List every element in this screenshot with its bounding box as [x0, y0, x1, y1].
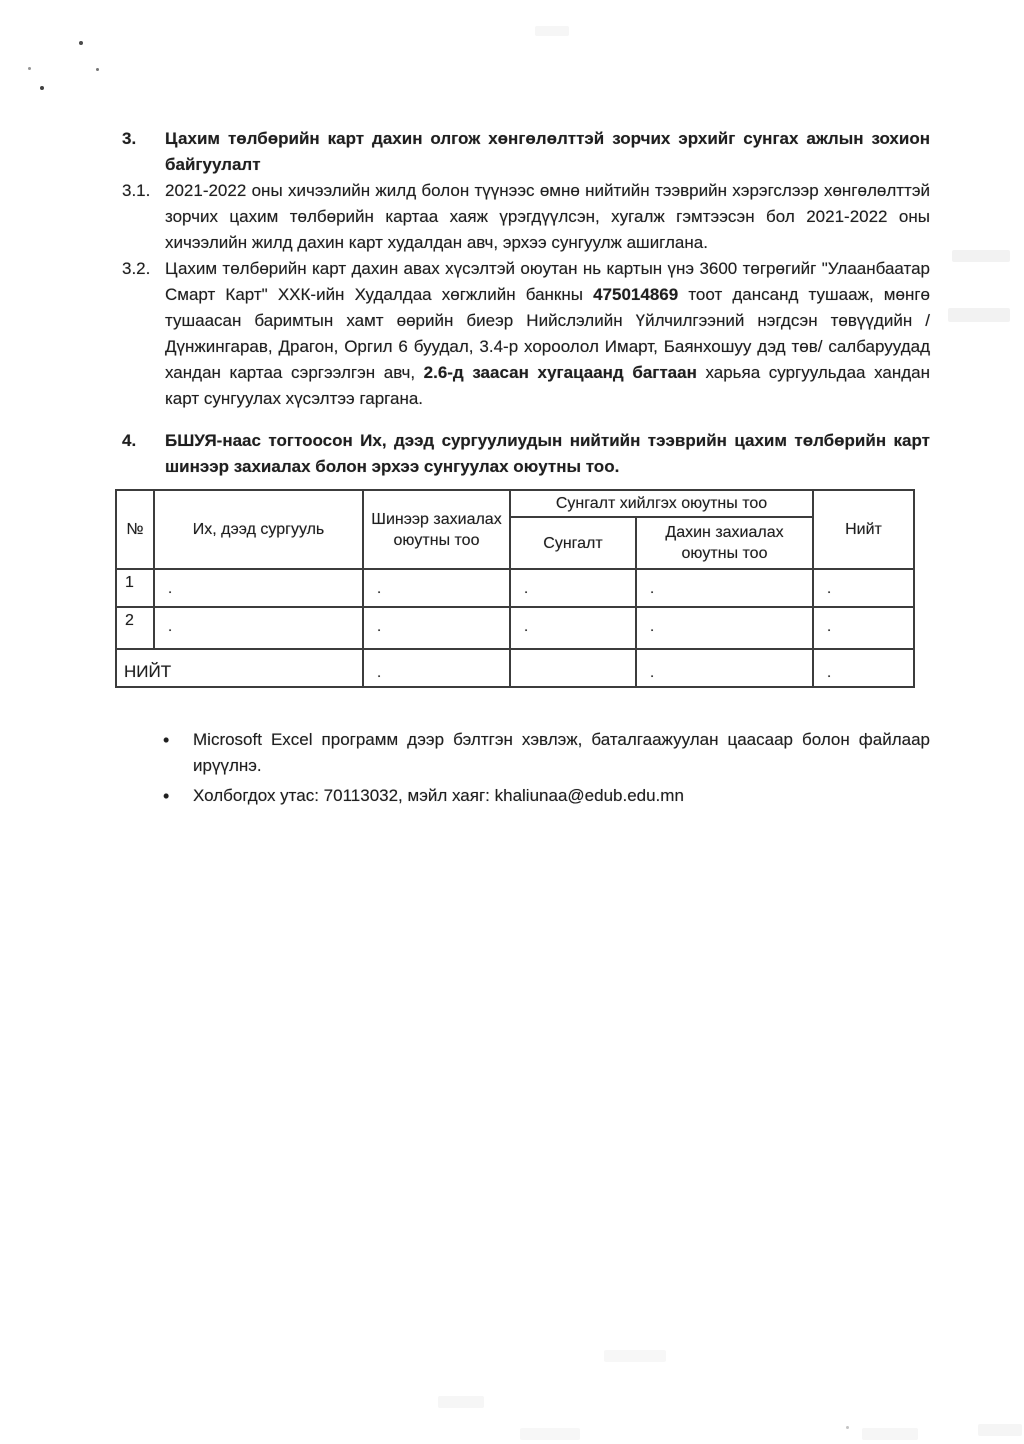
clause-3-2-part3: харьяа сургуульдаа хандан карт сунгуулах хүсэлтээ гаргана. [165, 363, 930, 408]
note-excel: • Microsoft Excel программ дээр бэлтгэн хэвлэж, баталгаажуулан цаасаар болон файлаар ирүүлнэ. [163, 727, 930, 779]
scan-smudge [948, 308, 1010, 322]
scan-smudge [952, 250, 1010, 262]
row-1-school: . [154, 569, 363, 607]
header-school: Их, дээд сургууль [154, 490, 363, 569]
clause-3-2-part1: Цахим төлбөрийн карт дахин авах хүсэлтэй оюутан нь картын үнэ 3600 төгрөгийг "Улаанбаатар Смарт Карт" ХХК-ийн Худалдаа хөгжлийн банкны [165, 259, 930, 304]
scan-smudge [438, 1396, 484, 1408]
row-1-total: . [813, 569, 914, 607]
row-2-extension: . [510, 607, 636, 649]
document-content [122, 126, 930, 813]
footer-total: . [813, 649, 914, 687]
scan-speck [79, 41, 83, 45]
table-header-group-row [116, 490, 914, 517]
row-1-new-order: . [363, 569, 510, 607]
notes-list [122, 727, 930, 809]
clause-3-2-text [165, 256, 930, 412]
scan-smudge [604, 1350, 666, 1362]
section-3-heading [122, 126, 930, 178]
scan-speck [96, 68, 99, 71]
scan-smudge [520, 1428, 580, 1440]
row-2-reorder: . [636, 607, 813, 649]
header-new-order: Шинээр захиалах оюутны тоо [363, 490, 510, 569]
footer-new-order: . [363, 649, 510, 687]
footer-reorder: . [636, 649, 813, 687]
clause-3-1-number: 3.1. [122, 181, 151, 200]
note-contact: • Холбогдох утас: 70113032, мэйл хаяг: khaliunaa@edub.edu.mn [163, 783, 930, 809]
table-row [116, 569, 914, 607]
section-3-title: Цахим төлбөрийн карт дахин олгож хөнгөлөлттэй зорчих эрхийг сунгах ажлын зохион байгуулалт [165, 129, 930, 174]
scan-speck [40, 86, 44, 90]
header-extension-group: Сунгалт хийлгэх оюутны тоо [510, 490, 813, 517]
clause-3-1 [122, 178, 930, 256]
section-4-heading [122, 428, 930, 480]
footer-label: НИЙТ [116, 649, 363, 687]
section-4-number: 4. [122, 431, 137, 450]
student-count-table [115, 489, 915, 688]
row-2-school: . [154, 607, 363, 649]
row-2-total: . [813, 607, 914, 649]
section-4-title: БШУЯ-наас тогтоосон Их, дээд сургуулиудын нийтийн тээврийн цахим төлбөрийн карт шинээр захиалах болон эрхээ сунгуулах оюутны тоо. [165, 431, 930, 476]
scan-smudge [535, 26, 569, 36]
header-no: № [116, 490, 154, 569]
footer-extension [510, 649, 636, 687]
row-1-no: 1 [116, 569, 154, 607]
account-number: 475014869 [593, 285, 679, 304]
scan-speck [846, 1426, 849, 1429]
row-1-extension: . [510, 569, 636, 607]
header-total: Нийт [813, 490, 914, 569]
scan-speck [28, 67, 31, 70]
section-3-number: 3. [122, 129, 137, 148]
deadline-reference: 2.6-д заасан хугацаанд багтаан [423, 363, 697, 382]
row-2-no: 2 [116, 607, 154, 649]
row-2-new-order: . [363, 607, 510, 649]
scan-smudge [978, 1424, 1022, 1436]
clause-3-1-text: 2021-2022 оны хичээлийн жилд болон түүнээс өмнө нийтийн тээврийн хэрэгслээр хөнгөлөлттэй зорчих цахим төлбөрийн картаа хаяж үрэгдүүлсэн, хугалж гэмтээсэн бол 2021-2022 оны хичээлийн жилд дахин карт худалдан авч, эрхээ сунгуулж ашиглана. [165, 181, 930, 252]
table-footer-row [116, 649, 914, 687]
table-row [116, 607, 914, 649]
scan-smudge [862, 1428, 918, 1440]
row-1-reorder: . [636, 569, 813, 607]
header-reorder: Дахин захиалах оюутны тоо [636, 517, 813, 569]
clause-3-2-part2: тоот дансанд тушааж, мөнгө тушаасан баримтын хамт өөрийн биеэр Нийслэлийн Үйлчилгээний нэгдсэн төвүүдийн /Дүнжингарав, Драгон, Оргил 6 буудал, 3.4-р хороолол Имарт, Баянхошуу дэд төв/ салбаруудад хандан картаа сэргээлгэн авч, [165, 285, 930, 382]
clause-3-2 [122, 256, 930, 412]
header-extension: Сунгалт [510, 517, 636, 569]
clause-3-2-number: 3.2. [122, 259, 151, 278]
